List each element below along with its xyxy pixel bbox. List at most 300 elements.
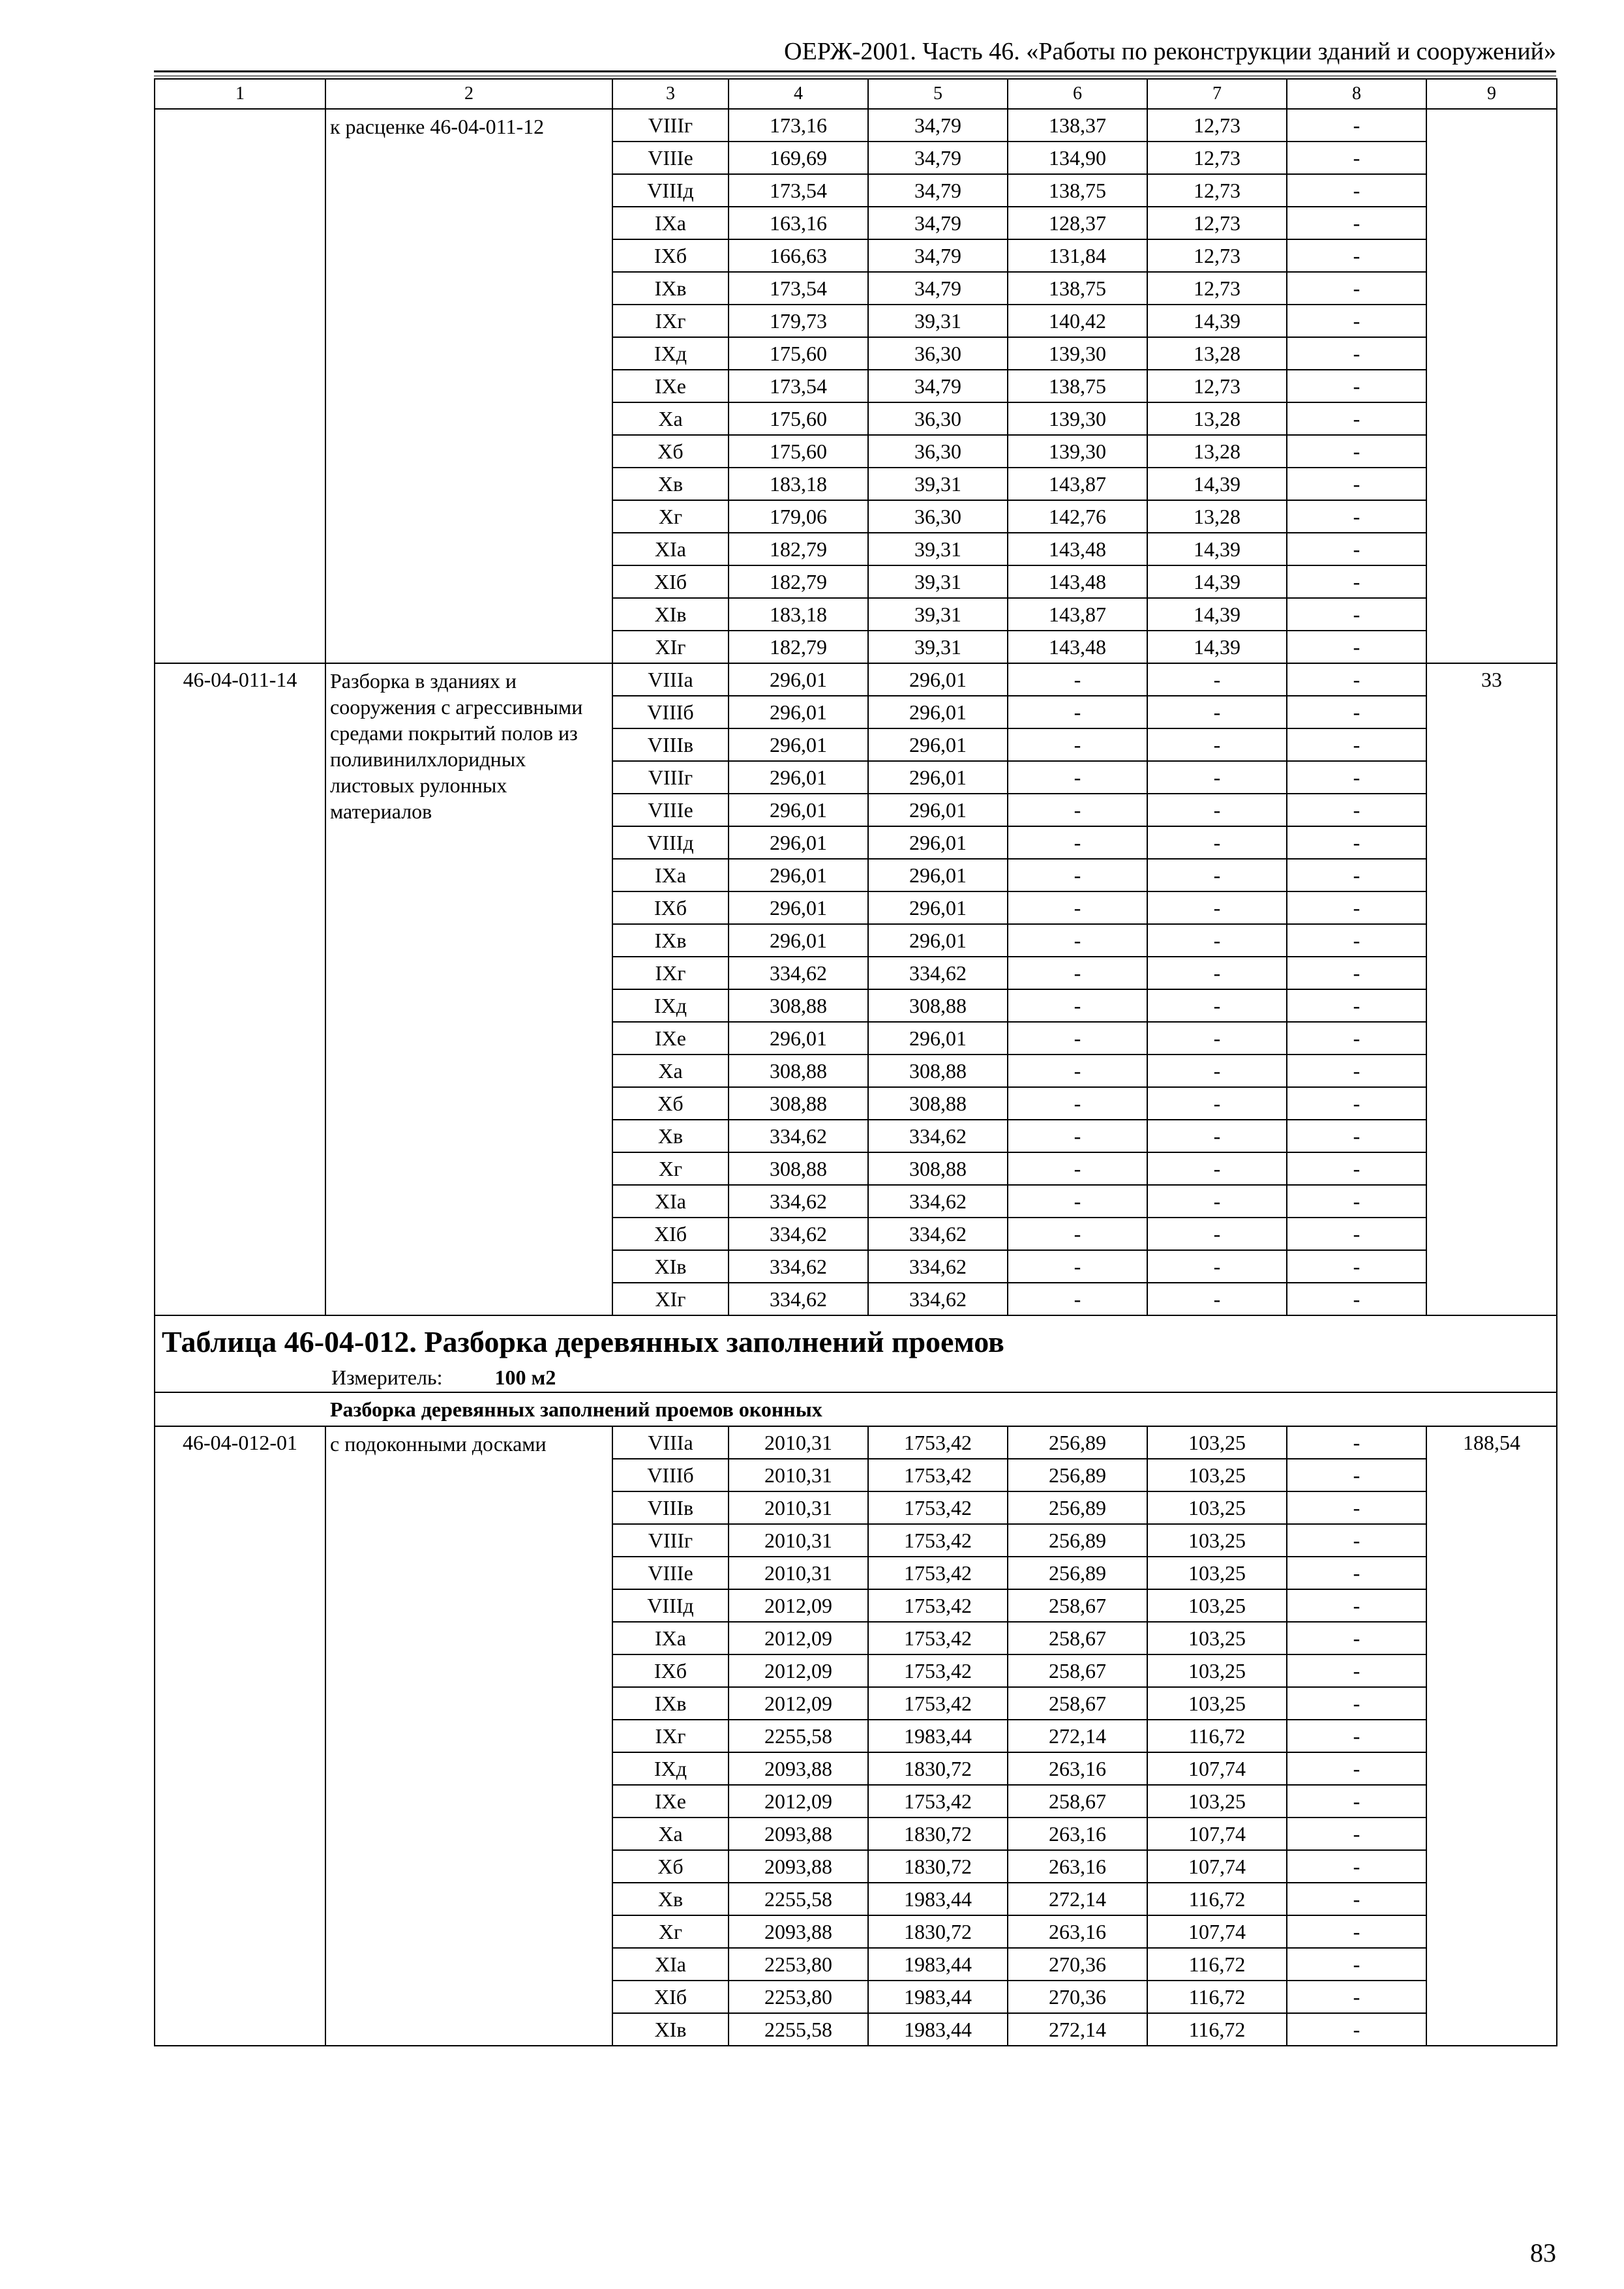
column-number: 4: [729, 79, 868, 109]
materials-cost: -: [1287, 1915, 1426, 1948]
machinist-wages: 107,74: [1147, 1818, 1287, 1850]
labor-cost: 1753,42: [868, 1524, 1008, 1557]
zone-code: XIб: [612, 1981, 729, 2013]
materials-cost: -: [1287, 1087, 1426, 1120]
labor-cost: 36,30: [868, 435, 1008, 468]
materials-cost: -: [1287, 207, 1426, 239]
labor-cost: 1830,72: [868, 1752, 1008, 1785]
machinist-wages: 103,25: [1147, 1687, 1287, 1720]
machinist-wages: 116,72: [1147, 1720, 1287, 1752]
zone-code: XIа: [612, 1948, 729, 1981]
zone-code: XIа: [612, 533, 729, 565]
total-cost: 2255,58: [729, 2013, 868, 2046]
table-row: [155, 663, 1557, 696]
machinist-wages: 12,73: [1147, 109, 1287, 142]
materials-cost: -: [1287, 1785, 1426, 1818]
materials-cost: -: [1287, 500, 1426, 533]
materials-cost: -: [1287, 435, 1426, 468]
machinist-wages: -: [1147, 696, 1287, 728]
machine-cost: -: [1008, 826, 1147, 859]
total-cost: 296,01: [729, 663, 868, 696]
materials-cost: -: [1287, 1818, 1426, 1850]
materials-cost: -: [1287, 728, 1426, 761]
zone-code: Xа: [612, 402, 729, 435]
total-cost: 179,73: [729, 305, 868, 337]
total-cost: 2012,09: [729, 1654, 868, 1687]
machine-cost: 143,48: [1008, 631, 1147, 663]
header-rule-thick: [154, 70, 1556, 72]
machinist-wages: 103,25: [1147, 1459, 1287, 1491]
rate-description: с подоконными досками: [325, 1426, 612, 2046]
labor-cost: 36,30: [868, 500, 1008, 533]
total-cost: 296,01: [729, 728, 868, 761]
zone-code: IXе: [612, 1022, 729, 1055]
labor-cost: 39,31: [868, 598, 1008, 631]
zone-code: IXв: [612, 1687, 729, 1720]
materials-cost: -: [1287, 1654, 1426, 1687]
zone-code: VIIIа: [612, 1426, 729, 1459]
column-number: 5: [868, 79, 1008, 109]
zone-code: IXа: [612, 207, 729, 239]
labor-cost: 1753,42: [868, 1654, 1008, 1687]
table-row: [155, 109, 1557, 142]
machinist-wages: 14,39: [1147, 468, 1287, 500]
machinist-wages: -: [1147, 761, 1287, 794]
column-number: 1: [155, 79, 325, 109]
measure-line: [162, 1364, 1550, 1390]
materials-cost: -: [1287, 761, 1426, 794]
labor-cost: 1753,42: [868, 1426, 1008, 1459]
machine-cost: 138,75: [1008, 272, 1147, 305]
column-number: 3: [612, 79, 729, 109]
machinist-wages: -: [1147, 1218, 1287, 1250]
total-cost: 2010,31: [729, 1459, 868, 1491]
machinist-wages: 12,73: [1147, 174, 1287, 207]
zone-code: IXд: [612, 989, 729, 1022]
total-cost: 296,01: [729, 1022, 868, 1055]
zone-code: XIб: [612, 1218, 729, 1250]
materials-cost: -: [1287, 1948, 1426, 1981]
total-cost: 179,06: [729, 500, 868, 533]
zone-code: XIв: [612, 1250, 729, 1283]
total-cost: 173,54: [729, 174, 868, 207]
labor-cost: 1983,44: [868, 1948, 1008, 1981]
labor-cost: 296,01: [868, 924, 1008, 957]
materials-cost: -: [1287, 142, 1426, 174]
labor-cost: 39,31: [868, 533, 1008, 565]
machine-cost: -: [1008, 1022, 1147, 1055]
machinist-wages: 116,72: [1147, 1883, 1287, 1915]
machinist-wages: -: [1147, 1022, 1287, 1055]
total-cost: 2093,88: [729, 1850, 868, 1883]
labor-cost: 1753,42: [868, 1491, 1008, 1524]
machine-cost: 258,67: [1008, 1785, 1147, 1818]
total-cost: 2010,31: [729, 1426, 868, 1459]
column-number: 6: [1008, 79, 1147, 109]
total-cost: 334,62: [729, 1283, 868, 1315]
machinist-wages: -: [1147, 1250, 1287, 1283]
total-cost: 182,79: [729, 533, 868, 565]
zone-code: VIIIг: [612, 109, 729, 142]
materials-cost: -: [1287, 533, 1426, 565]
machinist-wages: 103,25: [1147, 1426, 1287, 1459]
labor-cost: 296,01: [868, 859, 1008, 891]
labor-cost: 296,01: [868, 1022, 1008, 1055]
materials-cost: -: [1287, 696, 1426, 728]
machine-cost: -: [1008, 1120, 1147, 1152]
materials-cost: -: [1287, 305, 1426, 337]
materials-cost: -: [1287, 1622, 1426, 1654]
materials-cost: -: [1287, 1055, 1426, 1087]
machinist-wages: -: [1147, 663, 1287, 696]
total-cost: 2093,88: [729, 1752, 868, 1785]
measure-value: 100 м2: [494, 1366, 556, 1389]
machine-cost: -: [1008, 924, 1147, 957]
machinist-wages: 13,28: [1147, 435, 1287, 468]
total-cost: 308,88: [729, 1087, 868, 1120]
machinist-wages: -: [1147, 1087, 1287, 1120]
machine-cost: -: [1008, 1185, 1147, 1218]
zone-code: Xв: [612, 1120, 729, 1152]
zone-code: Xб: [612, 1087, 729, 1120]
total-cost: 173,54: [729, 370, 868, 402]
materials-cost: -: [1287, 468, 1426, 500]
total-cost: 2012,09: [729, 1785, 868, 1818]
labor-cost: 296,01: [868, 663, 1008, 696]
running-header: ОЕРЖ-2001. Часть 46. «Работы по реконструкции зданий и сооружений»: [784, 38, 1556, 65]
machine-cost: 272,14: [1008, 1883, 1147, 1915]
machine-cost: 138,75: [1008, 370, 1147, 402]
labor-hours: 33: [1426, 663, 1557, 1315]
materials-cost: -: [1287, 109, 1426, 142]
machinist-wages: -: [1147, 1120, 1287, 1152]
rate-code: [155, 109, 325, 663]
zone-code: VIIIд: [612, 174, 729, 207]
zone-code: VIIIе: [612, 794, 729, 826]
zone-code: IXб: [612, 239, 729, 272]
labor-cost: 1830,72: [868, 1850, 1008, 1883]
total-cost: 334,62: [729, 1185, 868, 1218]
machinist-wages: 103,25: [1147, 1589, 1287, 1622]
labor-cost: 34,79: [868, 239, 1008, 272]
zone-code: IXе: [612, 370, 729, 402]
zone-code: IXд: [612, 337, 729, 370]
zone-code: IXд: [612, 1752, 729, 1785]
rates-table: [154, 78, 1557, 2046]
zone-code: Xг: [612, 1915, 729, 1948]
machine-cost: 263,16: [1008, 1752, 1147, 1785]
materials-cost: -: [1287, 1185, 1426, 1218]
total-cost: 334,62: [729, 1250, 868, 1283]
zone-code: Xб: [612, 435, 729, 468]
materials-cost: -: [1287, 891, 1426, 924]
total-cost: 182,79: [729, 565, 868, 598]
machine-cost: 142,76: [1008, 500, 1147, 533]
labor-cost: 1830,72: [868, 1915, 1008, 1948]
labor-cost: 34,79: [868, 142, 1008, 174]
materials-cost: -: [1287, 337, 1426, 370]
labor-cost: 1753,42: [868, 1459, 1008, 1491]
machinist-wages: 103,25: [1147, 1654, 1287, 1687]
labor-cost: 308,88: [868, 1055, 1008, 1087]
total-cost: 175,60: [729, 402, 868, 435]
machinist-wages: 103,25: [1147, 1785, 1287, 1818]
zone-code: Xг: [612, 1152, 729, 1185]
machinist-wages: -: [1147, 924, 1287, 957]
materials-cost: -: [1287, 631, 1426, 663]
machinist-wages: 14,39: [1147, 631, 1287, 663]
machinist-wages: -: [1147, 1283, 1287, 1315]
materials-cost: -: [1287, 239, 1426, 272]
machine-cost: 128,37: [1008, 207, 1147, 239]
column-number-row: [155, 79, 1557, 109]
labor-cost: 1753,42: [868, 1785, 1008, 1818]
labor-cost: 36,30: [868, 402, 1008, 435]
column-number: 9: [1426, 79, 1557, 109]
total-cost: 166,63: [729, 239, 868, 272]
machinist-wages: 116,72: [1147, 1981, 1287, 2013]
labor-hours: [1426, 109, 1557, 663]
materials-cost: -: [1287, 663, 1426, 696]
machine-cost: -: [1008, 1218, 1147, 1250]
machinist-wages: -: [1147, 1185, 1287, 1218]
machinist-wages: -: [1147, 859, 1287, 891]
total-cost: 308,88: [729, 1152, 868, 1185]
machinist-wages: 12,73: [1147, 207, 1287, 239]
labor-cost: 334,62: [868, 957, 1008, 989]
materials-cost: -: [1287, 1152, 1426, 1185]
machine-cost: 140,42: [1008, 305, 1147, 337]
materials-cost: -: [1287, 859, 1426, 891]
machine-cost: 263,16: [1008, 1850, 1147, 1883]
materials-cost: -: [1287, 1524, 1426, 1557]
machinist-wages: -: [1147, 1152, 1287, 1185]
total-cost: 2012,09: [729, 1687, 868, 1720]
total-cost: 2012,09: [729, 1589, 868, 1622]
machine-cost: 272,14: [1008, 2013, 1147, 2046]
materials-cost: -: [1287, 565, 1426, 598]
total-cost: 2010,31: [729, 1524, 868, 1557]
machine-cost: -: [1008, 696, 1147, 728]
machine-cost: 131,84: [1008, 239, 1147, 272]
labor-cost: 334,62: [868, 1250, 1008, 1283]
materials-cost: -: [1287, 1687, 1426, 1720]
zone-code: VIIIв: [612, 728, 729, 761]
zone-code: VIIIе: [612, 1557, 729, 1589]
machine-cost: 256,89: [1008, 1557, 1147, 1589]
labor-cost: 296,01: [868, 761, 1008, 794]
zone-code: XIв: [612, 2013, 729, 2046]
machinist-wages: 107,74: [1147, 1915, 1287, 1948]
labor-cost: 334,62: [868, 1185, 1008, 1218]
labor-cost: 308,88: [868, 989, 1008, 1022]
labor-cost: 34,79: [868, 174, 1008, 207]
machine-cost: -: [1008, 1152, 1147, 1185]
machine-cost: 263,16: [1008, 1915, 1147, 1948]
labor-cost: 296,01: [868, 826, 1008, 859]
zone-code: VIIIа: [612, 663, 729, 696]
column-number: 8: [1287, 79, 1426, 109]
machinist-wages: 107,74: [1147, 1850, 1287, 1883]
machine-cost: 272,14: [1008, 1720, 1147, 1752]
machine-cost: 143,87: [1008, 468, 1147, 500]
subheading: Разборка деревянных заполнений проемов оконных: [155, 1392, 1557, 1426]
total-cost: 175,60: [729, 435, 868, 468]
total-cost: 2253,80: [729, 1948, 868, 1981]
labor-cost: 1983,44: [868, 1720, 1008, 1752]
machinist-wages: 107,74: [1147, 1752, 1287, 1785]
labor-hours: 188,54: [1426, 1426, 1557, 2046]
total-cost: 169,69: [729, 142, 868, 174]
total-cost: 308,88: [729, 1055, 868, 1087]
zone-code: XIб: [612, 565, 729, 598]
page-number: 83: [1530, 2238, 1556, 2267]
total-cost: 308,88: [729, 989, 868, 1022]
materials-cost: -: [1287, 1981, 1426, 2013]
labor-cost: 1753,42: [868, 1622, 1008, 1654]
machine-cost: -: [1008, 859, 1147, 891]
zone-code: VIIIв: [612, 1491, 729, 1524]
total-cost: 183,18: [729, 598, 868, 631]
zone-code: VIIIб: [612, 1459, 729, 1491]
zone-code: XIг: [612, 631, 729, 663]
machine-cost: 143,48: [1008, 565, 1147, 598]
zone-code: Xг: [612, 500, 729, 533]
materials-cost: -: [1287, 1752, 1426, 1785]
labor-cost: 1983,44: [868, 1883, 1008, 1915]
machine-cost: 270,36: [1008, 1948, 1147, 1981]
zone-code: Xв: [612, 1883, 729, 1915]
machine-cost: -: [1008, 761, 1147, 794]
machine-cost: 256,89: [1008, 1491, 1147, 1524]
zone-code: VIIIд: [612, 826, 729, 859]
materials-cost: -: [1287, 2013, 1426, 2046]
machine-cost: -: [1008, 989, 1147, 1022]
machine-cost: 258,67: [1008, 1654, 1147, 1687]
materials-cost: -: [1287, 1120, 1426, 1152]
labor-cost: 39,31: [868, 631, 1008, 663]
materials-cost: -: [1287, 1426, 1426, 1459]
machine-cost: 256,89: [1008, 1426, 1147, 1459]
materials-cost: -: [1287, 924, 1426, 957]
total-cost: 183,18: [729, 468, 868, 500]
machine-cost: 139,30: [1008, 435, 1147, 468]
zone-code: IXв: [612, 272, 729, 305]
labor-cost: 34,79: [868, 207, 1008, 239]
labor-cost: 296,01: [868, 728, 1008, 761]
total-cost: 173,54: [729, 272, 868, 305]
materials-cost: -: [1287, 1491, 1426, 1524]
total-cost: 296,01: [729, 891, 868, 924]
materials-cost: -: [1287, 1589, 1426, 1622]
total-cost: 334,62: [729, 1218, 868, 1250]
machinist-wages: -: [1147, 728, 1287, 761]
total-cost: 182,79: [729, 631, 868, 663]
rate-description: Разборка в зданиях и сооружения с агрессивными средами покрытий полов из поливинилхлоридных листовых рулонных материалов: [325, 663, 612, 1315]
machine-cost: -: [1008, 957, 1147, 989]
labor-cost: 36,30: [868, 337, 1008, 370]
total-cost: 175,60: [729, 337, 868, 370]
total-cost: 163,16: [729, 207, 868, 239]
subheading-row: [155, 1392, 1557, 1426]
machine-cost: 258,67: [1008, 1589, 1147, 1622]
machinist-wages: 12,73: [1147, 370, 1287, 402]
machine-cost: -: [1008, 1087, 1147, 1120]
measure-label: Измеритель:: [331, 1366, 443, 1389]
zone-code: IXв: [612, 924, 729, 957]
machine-cost: -: [1008, 1283, 1147, 1315]
zone-code: XIг: [612, 1283, 729, 1315]
machine-cost: 139,30: [1008, 402, 1147, 435]
column-number: 7: [1147, 79, 1287, 109]
machinist-wages: 103,25: [1147, 1622, 1287, 1654]
labor-cost: 1753,42: [868, 1687, 1008, 1720]
machine-cost: 258,67: [1008, 1622, 1147, 1654]
zone-code: VIIIг: [612, 761, 729, 794]
zone-code: XIв: [612, 598, 729, 631]
zone-code: IXг: [612, 957, 729, 989]
machine-cost: 263,16: [1008, 1818, 1147, 1850]
machine-cost: -: [1008, 794, 1147, 826]
labor-cost: 296,01: [868, 696, 1008, 728]
machinist-wages: -: [1147, 1055, 1287, 1087]
zone-code: VIIIг: [612, 1524, 729, 1557]
total-cost: 2012,09: [729, 1622, 868, 1654]
machinist-wages: 13,28: [1147, 500, 1287, 533]
labor-cost: 34,79: [868, 272, 1008, 305]
machinist-wages: 103,25: [1147, 1491, 1287, 1524]
total-cost: 334,62: [729, 1120, 868, 1152]
machinist-wages: 12,73: [1147, 239, 1287, 272]
labor-cost: 296,01: [868, 891, 1008, 924]
labor-cost: 296,01: [868, 794, 1008, 826]
zone-code: VIIIд: [612, 1589, 729, 1622]
total-cost: 2255,58: [729, 1883, 868, 1915]
machinist-wages: 116,72: [1147, 2013, 1287, 2046]
materials-cost: -: [1287, 1283, 1426, 1315]
machine-cost: -: [1008, 1055, 1147, 1087]
rates-table-body: [155, 79, 1557, 2046]
total-cost: 296,01: [729, 794, 868, 826]
total-cost: 173,16: [729, 109, 868, 142]
zone-code: Xа: [612, 1818, 729, 1850]
total-cost: 2010,31: [729, 1491, 868, 1524]
zone-code: Xа: [612, 1055, 729, 1087]
materials-cost: -: [1287, 272, 1426, 305]
machinist-wages: 103,25: [1147, 1557, 1287, 1589]
labor-cost: 334,62: [868, 1218, 1008, 1250]
materials-cost: -: [1287, 402, 1426, 435]
total-cost: 296,01: [729, 859, 868, 891]
materials-cost: -: [1287, 1720, 1426, 1752]
machine-cost: 138,37: [1008, 109, 1147, 142]
zone-code: IXа: [612, 859, 729, 891]
machinist-wages: 14,39: [1147, 598, 1287, 631]
materials-cost: -: [1287, 1883, 1426, 1915]
zone-code: IXб: [612, 1654, 729, 1687]
machinist-wages: 14,39: [1147, 565, 1287, 598]
total-cost: 2253,80: [729, 1981, 868, 2013]
table-title: Таблица 46-04-012. Разборка деревянных заполнений проемов: [162, 1325, 1004, 1358]
machine-cost: 143,87: [1008, 598, 1147, 631]
machine-cost: -: [1008, 728, 1147, 761]
zone-code: VIIIб: [612, 696, 729, 728]
zone-code: Xб: [612, 1850, 729, 1883]
materials-cost: -: [1287, 826, 1426, 859]
materials-cost: -: [1287, 1850, 1426, 1883]
rate-description: к расценке 46-04-011-12: [325, 109, 612, 663]
total-cost: 296,01: [729, 924, 868, 957]
